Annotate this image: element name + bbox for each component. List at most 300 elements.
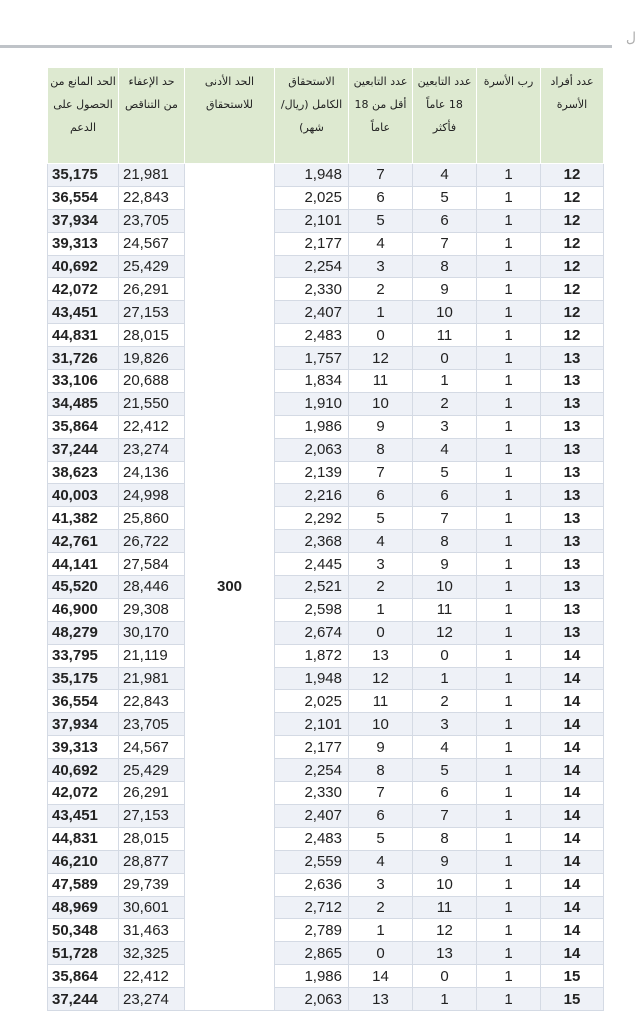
cell-members: 12 bbox=[541, 164, 604, 187]
cell-cap-limit: 42,072 bbox=[48, 278, 119, 301]
cell-full-entitlement: 2,445 bbox=[275, 553, 349, 576]
table-row bbox=[48, 576, 604, 599]
table-row bbox=[48, 873, 604, 896]
cell-adults: 11 bbox=[413, 598, 477, 621]
cell-exemption-limit: 26,291 bbox=[119, 278, 185, 301]
cell-exemption-limit: 21,981 bbox=[119, 667, 185, 690]
cell-members: 13 bbox=[541, 438, 604, 461]
cell-adults: 2 bbox=[413, 690, 477, 713]
cell-members: 13 bbox=[541, 347, 604, 370]
cell-members: 13 bbox=[541, 598, 604, 621]
cell-head: 1 bbox=[477, 232, 541, 255]
cell-exemption-limit: 21,550 bbox=[119, 392, 185, 415]
cell-head: 1 bbox=[477, 530, 541, 553]
cell-full-entitlement: 2,025 bbox=[275, 186, 349, 209]
cell-exemption-limit: 24,136 bbox=[119, 461, 185, 484]
cell-adults: 1 bbox=[413, 667, 477, 690]
cell-adults: 1 bbox=[413, 988, 477, 1011]
cell-cap-limit: 35,175 bbox=[48, 164, 119, 187]
cell-exemption-limit: 32,325 bbox=[119, 942, 185, 965]
cell-cap-limit: 46,900 bbox=[48, 598, 119, 621]
cell-head: 1 bbox=[477, 347, 541, 370]
cell-members: 14 bbox=[541, 667, 604, 690]
cell-adults: 11 bbox=[413, 896, 477, 919]
cell-members: 13 bbox=[541, 530, 604, 553]
header-cap-limit: الحد المانع من الحصول على الدعم bbox=[48, 68, 119, 164]
cell-exemption-limit: 26,291 bbox=[119, 782, 185, 805]
table-row bbox=[48, 164, 604, 187]
cell-exemption-limit: 22,843 bbox=[119, 690, 185, 713]
top-divider bbox=[0, 45, 612, 48]
cell-full-entitlement: 2,598 bbox=[275, 598, 349, 621]
cell-exemption-limit: 25,429 bbox=[119, 759, 185, 782]
cell-head: 1 bbox=[477, 988, 541, 1011]
cell-full-entitlement: 2,254 bbox=[275, 759, 349, 782]
cell-minors: 10 bbox=[349, 392, 413, 415]
cell-members: 13 bbox=[541, 370, 604, 393]
cell-full-entitlement: 2,483 bbox=[275, 827, 349, 850]
cell-exemption-limit: 28,446 bbox=[119, 576, 185, 599]
cell-full-entitlement: 2,559 bbox=[275, 850, 349, 873]
cell-minors: 2 bbox=[349, 576, 413, 599]
cell-minors: 5 bbox=[349, 209, 413, 232]
cell-head: 1 bbox=[477, 576, 541, 599]
cell-exemption-limit: 28,015 bbox=[119, 324, 185, 347]
benefit-table-container bbox=[47, 67, 603, 1011]
benefit-table bbox=[47, 67, 604, 1011]
cell-head: 1 bbox=[477, 850, 541, 873]
page-edge-mark: ل bbox=[625, 30, 636, 46]
cell-head: 1 bbox=[477, 370, 541, 393]
cell-head: 1 bbox=[477, 461, 541, 484]
cell-members: 14 bbox=[541, 919, 604, 942]
cell-minors: 12 bbox=[349, 347, 413, 370]
cell-minors: 6 bbox=[349, 186, 413, 209]
cell-members: 14 bbox=[541, 827, 604, 850]
table-row bbox=[48, 415, 604, 438]
cell-head: 1 bbox=[477, 621, 541, 644]
header-full-entitlement: الاستحقاق الكامل (ريال/شهر) bbox=[275, 68, 349, 164]
cell-adults: 7 bbox=[413, 804, 477, 827]
cell-exemption-limit: 24,567 bbox=[119, 232, 185, 255]
cell-full-entitlement: 1,834 bbox=[275, 370, 349, 393]
table-row bbox=[48, 186, 604, 209]
cell-full-entitlement: 2,177 bbox=[275, 736, 349, 759]
cell-full-entitlement: 2,254 bbox=[275, 255, 349, 278]
cell-exemption-limit: 29,739 bbox=[119, 873, 185, 896]
cell-full-entitlement: 2,330 bbox=[275, 782, 349, 805]
cell-adults: 10 bbox=[413, 576, 477, 599]
table-row bbox=[48, 209, 604, 232]
cell-minors: 5 bbox=[349, 827, 413, 850]
cell-cap-limit: 34,485 bbox=[48, 392, 119, 415]
cell-head: 1 bbox=[477, 965, 541, 988]
cell-exemption-limit: 19,826 bbox=[119, 347, 185, 370]
cell-members: 14 bbox=[541, 736, 604, 759]
cell-cap-limit: 31,726 bbox=[48, 347, 119, 370]
cell-adults: 0 bbox=[413, 965, 477, 988]
cell-exemption-limit: 21,119 bbox=[119, 644, 185, 667]
table-row bbox=[48, 347, 604, 370]
cell-minors: 12 bbox=[349, 667, 413, 690]
table-row bbox=[48, 255, 604, 278]
cell-adults: 3 bbox=[413, 713, 477, 736]
cell-head: 1 bbox=[477, 667, 541, 690]
cell-minors: 4 bbox=[349, 850, 413, 873]
cell-minors: 0 bbox=[349, 942, 413, 965]
cell-minimum-entitlement: 300 bbox=[185, 164, 275, 1011]
table-row bbox=[48, 598, 604, 621]
cell-full-entitlement: 1,948 bbox=[275, 667, 349, 690]
table-row bbox=[48, 827, 604, 850]
cell-members: 13 bbox=[541, 553, 604, 576]
table-row bbox=[48, 988, 604, 1011]
cell-cap-limit: 42,072 bbox=[48, 782, 119, 805]
table-row bbox=[48, 919, 604, 942]
cell-full-entitlement: 2,063 bbox=[275, 988, 349, 1011]
header-minimum-entitlement: الحد الأدنى للاستحقاق bbox=[185, 68, 275, 164]
table-row bbox=[48, 461, 604, 484]
cell-minors: 8 bbox=[349, 759, 413, 782]
table-row bbox=[48, 804, 604, 827]
table-row bbox=[48, 324, 604, 347]
cell-adults: 4 bbox=[413, 736, 477, 759]
cell-head: 1 bbox=[477, 644, 541, 667]
cell-cap-limit: 35,175 bbox=[48, 667, 119, 690]
cell-full-entitlement: 2,101 bbox=[275, 209, 349, 232]
cell-full-entitlement: 2,674 bbox=[275, 621, 349, 644]
cell-adults: 10 bbox=[413, 301, 477, 324]
cell-adults: 9 bbox=[413, 553, 477, 576]
header-minors: عدد التابعين أقل من 18 عاماً bbox=[349, 68, 413, 164]
cell-adults: 12 bbox=[413, 621, 477, 644]
cell-exemption-limit: 23,705 bbox=[119, 713, 185, 736]
cell-head: 1 bbox=[477, 782, 541, 805]
cell-cap-limit: 48,969 bbox=[48, 896, 119, 919]
cell-members: 14 bbox=[541, 644, 604, 667]
table-row bbox=[48, 690, 604, 713]
table-row bbox=[48, 850, 604, 873]
cell-head: 1 bbox=[477, 759, 541, 782]
cell-minors: 7 bbox=[349, 782, 413, 805]
table-row bbox=[48, 370, 604, 393]
cell-exemption-limit: 20,688 bbox=[119, 370, 185, 393]
cell-minors: 11 bbox=[349, 690, 413, 713]
cell-cap-limit: 48,279 bbox=[48, 621, 119, 644]
cell-head: 1 bbox=[477, 873, 541, 896]
cell-minors: 0 bbox=[349, 324, 413, 347]
cell-full-entitlement: 2,216 bbox=[275, 484, 349, 507]
cell-members: 13 bbox=[541, 415, 604, 438]
cell-full-entitlement: 1,948 bbox=[275, 164, 349, 187]
cell-members: 12 bbox=[541, 209, 604, 232]
cell-adults: 8 bbox=[413, 255, 477, 278]
cell-minors: 1 bbox=[349, 598, 413, 621]
table-header-row bbox=[48, 68, 604, 164]
cell-exemption-limit: 27,153 bbox=[119, 804, 185, 827]
cell-adults: 1 bbox=[413, 370, 477, 393]
cell-cap-limit: 37,934 bbox=[48, 713, 119, 736]
cell-minors: 13 bbox=[349, 988, 413, 1011]
cell-full-entitlement: 1,986 bbox=[275, 415, 349, 438]
cell-full-entitlement: 1,872 bbox=[275, 644, 349, 667]
cell-members: 13 bbox=[541, 576, 604, 599]
table-row bbox=[48, 438, 604, 461]
cell-cap-limit: 39,313 bbox=[48, 736, 119, 759]
cell-head: 1 bbox=[477, 415, 541, 438]
cell-head: 1 bbox=[477, 598, 541, 621]
cell-minors: 4 bbox=[349, 232, 413, 255]
table-row bbox=[48, 530, 604, 553]
cell-full-entitlement: 2,407 bbox=[275, 301, 349, 324]
header-adults: عدد التابعين 18 عاماً فأكثر bbox=[413, 68, 477, 164]
cell-cap-limit: 39,313 bbox=[48, 232, 119, 255]
cell-exemption-limit: 22,843 bbox=[119, 186, 185, 209]
cell-head: 1 bbox=[477, 690, 541, 713]
cell-cap-limit: 44,831 bbox=[48, 324, 119, 347]
cell-exemption-limit: 26,722 bbox=[119, 530, 185, 553]
cell-cap-limit: 43,451 bbox=[48, 301, 119, 324]
cell-full-entitlement: 2,712 bbox=[275, 896, 349, 919]
cell-adults: 5 bbox=[413, 759, 477, 782]
cell-minors: 0 bbox=[349, 621, 413, 644]
cell-adults: 6 bbox=[413, 209, 477, 232]
cell-full-entitlement: 2,292 bbox=[275, 507, 349, 530]
cell-minors: 1 bbox=[349, 919, 413, 942]
cell-cap-limit: 44,141 bbox=[48, 553, 119, 576]
cell-cap-limit: 40,003 bbox=[48, 484, 119, 507]
cell-exemption-limit: 28,877 bbox=[119, 850, 185, 873]
table-row bbox=[48, 553, 604, 576]
cell-cap-limit: 37,244 bbox=[48, 988, 119, 1011]
cell-full-entitlement: 2,789 bbox=[275, 919, 349, 942]
cell-adults: 3 bbox=[413, 415, 477, 438]
cell-members: 13 bbox=[541, 484, 604, 507]
cell-head: 1 bbox=[477, 736, 541, 759]
cell-cap-limit: 37,934 bbox=[48, 209, 119, 232]
cell-exemption-limit: 23,705 bbox=[119, 209, 185, 232]
cell-members: 12 bbox=[541, 278, 604, 301]
cell-members: 12 bbox=[541, 186, 604, 209]
cell-adults: 5 bbox=[413, 461, 477, 484]
cell-minors: 4 bbox=[349, 530, 413, 553]
cell-cap-limit: 50,348 bbox=[48, 919, 119, 942]
cell-full-entitlement: 2,521 bbox=[275, 576, 349, 599]
cell-full-entitlement: 2,177 bbox=[275, 232, 349, 255]
cell-full-entitlement: 1,910 bbox=[275, 392, 349, 415]
cell-cap-limit: 35,864 bbox=[48, 965, 119, 988]
cell-exemption-limit: 23,274 bbox=[119, 438, 185, 461]
cell-minors: 8 bbox=[349, 438, 413, 461]
cell-adults: 7 bbox=[413, 232, 477, 255]
cell-adults: 8 bbox=[413, 827, 477, 850]
cell-adults: 7 bbox=[413, 507, 477, 530]
cell-head: 1 bbox=[477, 804, 541, 827]
cell-adults: 4 bbox=[413, 438, 477, 461]
cell-exemption-limit: 22,412 bbox=[119, 965, 185, 988]
table-row bbox=[48, 736, 604, 759]
table-body bbox=[48, 164, 604, 1011]
cell-minors: 1 bbox=[349, 301, 413, 324]
cell-adults: 9 bbox=[413, 850, 477, 873]
table-row bbox=[48, 278, 604, 301]
cell-full-entitlement: 2,865 bbox=[275, 942, 349, 965]
cell-exemption-limit: 30,601 bbox=[119, 896, 185, 919]
cell-adults: 11 bbox=[413, 324, 477, 347]
cell-exemption-limit: 23,274 bbox=[119, 988, 185, 1011]
table-row bbox=[48, 507, 604, 530]
cell-members: 14 bbox=[541, 873, 604, 896]
header-exemption-limit: حد الإعفاء من التناقص bbox=[119, 68, 185, 164]
cell-cap-limit: 45,520 bbox=[48, 576, 119, 599]
cell-members: 14 bbox=[541, 804, 604, 827]
cell-head: 1 bbox=[477, 553, 541, 576]
cell-head: 1 bbox=[477, 507, 541, 530]
cell-minors: 6 bbox=[349, 484, 413, 507]
cell-members: 14 bbox=[541, 713, 604, 736]
cell-members: 14 bbox=[541, 782, 604, 805]
table-row bbox=[48, 621, 604, 644]
cell-adults: 13 bbox=[413, 942, 477, 965]
cell-full-entitlement: 2,330 bbox=[275, 278, 349, 301]
cell-minors: 9 bbox=[349, 415, 413, 438]
cell-head: 1 bbox=[477, 713, 541, 736]
cell-head: 1 bbox=[477, 896, 541, 919]
cell-full-entitlement: 2,025 bbox=[275, 690, 349, 713]
table-row bbox=[48, 667, 604, 690]
cell-adults: 9 bbox=[413, 278, 477, 301]
cell-cap-limit: 44,831 bbox=[48, 827, 119, 850]
cell-full-entitlement: 1,757 bbox=[275, 347, 349, 370]
cell-minors: 13 bbox=[349, 644, 413, 667]
table-row bbox=[48, 713, 604, 736]
cell-adults: 2 bbox=[413, 392, 477, 415]
cell-members: 13 bbox=[541, 507, 604, 530]
cell-cap-limit: 40,692 bbox=[48, 759, 119, 782]
cell-head: 1 bbox=[477, 324, 541, 347]
cell-cap-limit: 40,692 bbox=[48, 255, 119, 278]
table-row bbox=[48, 965, 604, 988]
cell-members: 14 bbox=[541, 850, 604, 873]
cell-exemption-limit: 27,584 bbox=[119, 553, 185, 576]
cell-head: 1 bbox=[477, 392, 541, 415]
cell-minors: 5 bbox=[349, 507, 413, 530]
cell-head: 1 bbox=[477, 255, 541, 278]
cell-full-entitlement: 2,063 bbox=[275, 438, 349, 461]
cell-cap-limit: 42,761 bbox=[48, 530, 119, 553]
table-row bbox=[48, 301, 604, 324]
table-row bbox=[48, 942, 604, 965]
table-row bbox=[48, 896, 604, 919]
cell-exemption-limit: 22,412 bbox=[119, 415, 185, 438]
cell-head: 1 bbox=[477, 942, 541, 965]
table-row bbox=[48, 782, 604, 805]
cell-members: 14 bbox=[541, 896, 604, 919]
cell-head: 1 bbox=[477, 209, 541, 232]
cell-adults: 5 bbox=[413, 186, 477, 209]
cell-members: 12 bbox=[541, 324, 604, 347]
cell-minors: 2 bbox=[349, 896, 413, 919]
cell-head: 1 bbox=[477, 919, 541, 942]
cell-cap-limit: 51,728 bbox=[48, 942, 119, 965]
cell-cap-limit: 33,106 bbox=[48, 370, 119, 393]
cell-head: 1 bbox=[477, 827, 541, 850]
cell-members: 15 bbox=[541, 988, 604, 1011]
cell-members: 12 bbox=[541, 232, 604, 255]
cell-cap-limit: 43,451 bbox=[48, 804, 119, 827]
cell-exemption-limit: 27,153 bbox=[119, 301, 185, 324]
cell-members: 13 bbox=[541, 461, 604, 484]
table-row bbox=[48, 392, 604, 415]
cell-adults: 12 bbox=[413, 919, 477, 942]
cell-full-entitlement: 2,483 bbox=[275, 324, 349, 347]
cell-head: 1 bbox=[477, 278, 541, 301]
cell-cap-limit: 46,210 bbox=[48, 850, 119, 873]
cell-cap-limit: 35,864 bbox=[48, 415, 119, 438]
cell-minors: 2 bbox=[349, 278, 413, 301]
cell-cap-limit: 37,244 bbox=[48, 438, 119, 461]
table-row bbox=[48, 644, 604, 667]
cell-members: 15 bbox=[541, 965, 604, 988]
cell-members: 13 bbox=[541, 621, 604, 644]
cell-exemption-limit: 25,429 bbox=[119, 255, 185, 278]
table-row bbox=[48, 484, 604, 507]
cell-head: 1 bbox=[477, 438, 541, 461]
cell-minors: 7 bbox=[349, 461, 413, 484]
cell-exemption-limit: 24,998 bbox=[119, 484, 185, 507]
cell-minors: 10 bbox=[349, 713, 413, 736]
cell-cap-limit: 36,554 bbox=[48, 186, 119, 209]
cell-adults: 6 bbox=[413, 782, 477, 805]
cell-adults: 4 bbox=[413, 164, 477, 187]
cell-head: 1 bbox=[477, 301, 541, 324]
cell-head: 1 bbox=[477, 164, 541, 187]
cell-exemption-limit: 21,981 bbox=[119, 164, 185, 187]
cell-adults: 6 bbox=[413, 484, 477, 507]
header-head: رب الأسرة bbox=[477, 68, 541, 164]
cell-head: 1 bbox=[477, 186, 541, 209]
cell-cap-limit: 33,795 bbox=[48, 644, 119, 667]
cell-adults: 10 bbox=[413, 873, 477, 896]
cell-adults: 8 bbox=[413, 530, 477, 553]
table-row bbox=[48, 759, 604, 782]
cell-minors: 3 bbox=[349, 553, 413, 576]
cell-minors: 7 bbox=[349, 164, 413, 187]
cell-cap-limit: 47,589 bbox=[48, 873, 119, 896]
cell-cap-limit: 36,554 bbox=[48, 690, 119, 713]
cell-full-entitlement: 2,407 bbox=[275, 804, 349, 827]
header-members: عدد أفراد الأسرة bbox=[541, 68, 604, 164]
cell-exemption-limit: 25,860 bbox=[119, 507, 185, 530]
cell-exemption-limit: 24,567 bbox=[119, 736, 185, 759]
cell-cap-limit: 38,623 bbox=[48, 461, 119, 484]
cell-full-entitlement: 2,101 bbox=[275, 713, 349, 736]
cell-exemption-limit: 29,308 bbox=[119, 598, 185, 621]
cell-exemption-limit: 30,170 bbox=[119, 621, 185, 644]
cell-exemption-limit: 28,015 bbox=[119, 827, 185, 850]
cell-cap-limit: 41,382 bbox=[48, 507, 119, 530]
cell-members: 14 bbox=[541, 759, 604, 782]
cell-exemption-limit: 31,463 bbox=[119, 919, 185, 942]
cell-full-entitlement: 1,986 bbox=[275, 965, 349, 988]
cell-full-entitlement: 2,636 bbox=[275, 873, 349, 896]
cell-members: 13 bbox=[541, 392, 604, 415]
cell-members: 14 bbox=[541, 942, 604, 965]
table-row bbox=[48, 232, 604, 255]
cell-full-entitlement: 2,368 bbox=[275, 530, 349, 553]
cell-adults: 0 bbox=[413, 347, 477, 370]
cell-head: 1 bbox=[477, 484, 541, 507]
